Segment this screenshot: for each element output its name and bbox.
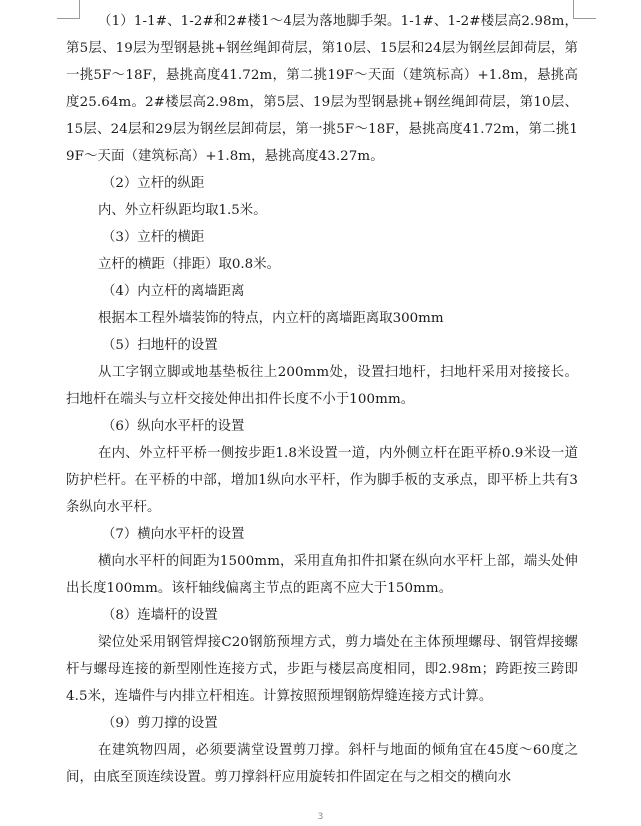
- paragraph-sweeping-rod: 从工字钢立脚或地基垫板往上200mm处，设置扫地杆，扫地杆采用对接接长。扫地杆在端头与立杆交接处伸出扣件长度不小于100mm。: [66, 365, 578, 407]
- heading-sweeping-rod: （5）扫地杆的设置: [102, 338, 218, 353]
- heading-longitudinal-horizontal-rod: （6）纵向水平杆的设置: [102, 419, 245, 434]
- page-number: 3: [317, 812, 324, 822]
- heading-cross-bracing: （9）剪刀撑的设置: [102, 716, 218, 731]
- heading-inner-pole-wall-distance: （4）内立杆的离墙距离: [102, 284, 245, 299]
- heading-pole-longitudinal-spacing: （2）立杆的纵距: [102, 176, 205, 191]
- paragraph-scaffold-overview: （1）1-1#、1-2#和2#楼1～4层为落地脚手架。1-1#、1-2#楼层高2.98m，第5层、19层为型钢悬挑+钢丝绳卸荷层，第10层、15层和24层为钢丝层卸荷层，第一挑5F～18F，悬挑高度41.72m，第二挑19F～天面（建筑标高）+1.8m，悬挑高度25.64m。2#楼层高2.98m，第5层、19层为型钢悬挑+钢丝绳卸荷层，第10层、15层、24层和29层为钢丝层卸荷层，第一挑5F～18F，悬挑高度41.72m，第二挑19F～天面（建筑标高）+1.8m，悬挑高度43.27m。: [66, 14, 578, 164]
- paragraph-inner-pole-wall-distance: 根据本工程外墙装饰的特点，内立杆的离墙距离取300mm: [98, 311, 444, 326]
- paragraph-transverse-horizontal-rod: 横向水平杆的间距为1500mm，采用直角扣件扣紧在纵向水平杆上部，端头处伸出长度100mm。该杆轴线偏离主节点的距离不应大于150mm。: [66, 554, 578, 596]
- paragraph-cross-bracing: 在建筑物四周，必须要满堂设置剪刀撑。斜杆与地面的倾角宜在45度～60度之间，由底至顶连续设置。剪刀撑斜杆应用旋转扣件固定在与之相交的横向水: [66, 743, 578, 785]
- paragraph-pole-transverse-spacing: 立杆的横距（排距）取0.8米。: [98, 257, 280, 272]
- heading-wall-tie: （8）连墙杆的设置: [102, 608, 218, 623]
- heading-transverse-horizontal-rod: （7）横向水平杆的设置: [102, 527, 245, 542]
- document-body: [66, 8, 578, 791]
- paragraph-longitudinal-horizontal-rod: 在内、外立杆平桥一侧按步距1.8米设置一道，内外侧立杆在距平桥0.9米设一道防护栏杆。在平桥的中部，增加1纵向水平杆，作为脚手板的支承点，即平桥上共有3条纵向水平杆。: [66, 446, 578, 515]
- paragraph-wall-tie: 梁位处采用钢管焊接C20钢筋预埋方式，剪力墙处在主体预埋螺母、钢管焊接螺杆与螺母连接的新型刚性连接方式，步距与楼层高度相同，即2.98m；跨距按三跨即4.5米，连墙件与内排立杆相连。计算按照预埋钢筋焊缝连接方式计算。: [66, 635, 578, 704]
- paragraph-pole-longitudinal-spacing: 内、外立杆纵距均取1.5米。: [98, 203, 267, 218]
- heading-pole-transverse-spacing: （3）立杆的横距: [102, 230, 205, 245]
